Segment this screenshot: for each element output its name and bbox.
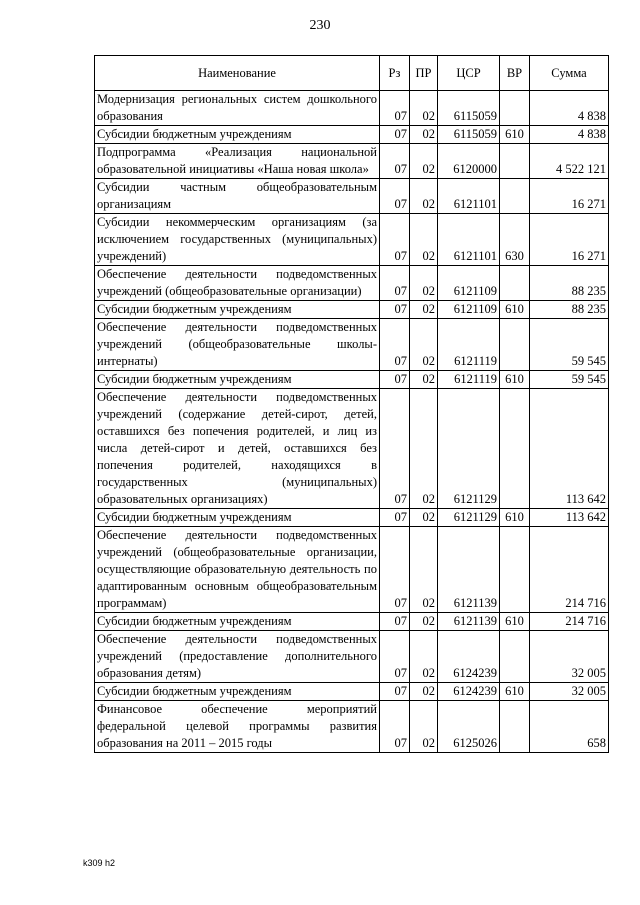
row-rz-cell: 07 <box>380 683 410 701</box>
row-csr-cell: 6121139 <box>438 527 500 613</box>
table-row <box>95 214 609 266</box>
row-sum-cell: 4 838 <box>530 91 609 126</box>
row-sum-cell: 16 271 <box>530 179 609 214</box>
row-vr-cell: 610 <box>500 301 530 319</box>
row-pr-cell: 02 <box>410 683 438 701</box>
row-csr-cell: 6124239 <box>438 631 500 683</box>
row-name-cell: Обеспечение деятельности подведомственных учреждений (общеобразовательные организации) <box>95 266 380 301</box>
row-csr-cell: 6120000 <box>438 144 500 179</box>
row-csr-cell: 6115059 <box>438 126 500 144</box>
row-vr-cell <box>500 91 530 126</box>
header-csr: ЦСР <box>438 56 500 91</box>
row-rz-cell: 07 <box>380 613 410 631</box>
row-rz-cell: 07 <box>380 371 410 389</box>
row-name-cell: Обеспечение деятельности подведомственных учреждений (предоставление дополнительного образования детям) <box>95 631 380 683</box>
row-pr-cell: 02 <box>410 631 438 683</box>
row-pr-cell: 02 <box>410 179 438 214</box>
row-rz-cell: 07 <box>380 126 410 144</box>
row-csr-cell: 6121139 <box>438 613 500 631</box>
row-name-cell: Субсидии частным общеобразовательным организациям <box>95 179 380 214</box>
row-vr-cell: 630 <box>500 214 530 266</box>
row-csr-cell: 6121101 <box>438 214 500 266</box>
page-number: 230 <box>309 18 331 33</box>
table-row <box>95 179 609 214</box>
row-vr-cell <box>500 389 530 509</box>
row-csr-cell: 6121129 <box>438 509 500 527</box>
row-name-cell: Финансовое обеспечение мероприятий федеральной целевой программы развития образования на 2011 – 2015 годы <box>95 701 380 753</box>
row-vr-cell <box>500 527 530 613</box>
row-pr-cell: 02 <box>410 701 438 753</box>
table-row <box>95 301 609 319</box>
row-rz-cell: 07 <box>380 266 410 301</box>
row-pr-cell: 02 <box>410 266 438 301</box>
table-body <box>95 91 609 753</box>
row-name-cell: Обеспечение деятельности подведомственных учреждений (содержание детей-сирот, детей, оставшихся без попечения родителей, и лиц из числа детей-сирот и детей, оставшихся без попечения родителей, находящихся в государственных (муниципальных) образовательных организациях) <box>95 389 380 509</box>
row-pr-cell: 02 <box>410 144 438 179</box>
row-name-cell: Обеспечение деятельности подведомственных учреждений (общеобразовательные организации, осуществляющие образовательную деятельность по адаптированным основным общеобразовательным программам) <box>95 527 380 613</box>
row-csr-cell: 6121119 <box>438 371 500 389</box>
row-rz-cell: 07 <box>380 319 410 371</box>
row-name-cell: Модернизация региональных систем дошкольного образования <box>95 91 380 126</box>
row-vr-cell: 610 <box>500 126 530 144</box>
table-row <box>95 126 609 144</box>
row-pr-cell: 02 <box>410 389 438 509</box>
row-name-cell: Обеспечение деятельности подведомственных учреждений (общеобразовательные школы-интернаты) <box>95 319 380 371</box>
row-sum-cell: 113 642 <box>530 389 609 509</box>
row-name-cell: Субсидии некоммерческим организациям (за исключением государственных (муниципальных) учреждений) <box>95 214 380 266</box>
budget-table <box>94 55 609 753</box>
row-sum-cell: 32 005 <box>530 631 609 683</box>
row-sum-cell: 658 <box>530 701 609 753</box>
row-csr-cell: 6121119 <box>438 319 500 371</box>
row-sum-cell: 113 642 <box>530 509 609 527</box>
row-name-cell: Субсидии бюджетным учреждениям <box>95 371 380 389</box>
row-csr-cell: 6121101 <box>438 179 500 214</box>
row-name-cell: Субсидии бюджетным учреждениям <box>95 683 380 701</box>
row-name-cell: Субсидии бюджетным учреждениям <box>95 126 380 144</box>
table-row <box>95 266 609 301</box>
row-sum-cell: 88 235 <box>530 301 609 319</box>
table-row <box>95 683 609 701</box>
table-row <box>95 144 609 179</box>
row-rz-cell: 07 <box>380 301 410 319</box>
row-sum-cell: 88 235 <box>530 266 609 301</box>
header-pr: ПР <box>410 56 438 91</box>
row-sum-cell: 32 005 <box>530 683 609 701</box>
row-sum-cell: 16 271 <box>530 214 609 266</box>
row-rz-cell: 07 <box>380 179 410 214</box>
table-row <box>95 509 609 527</box>
row-vr-cell: 610 <box>500 683 530 701</box>
row-pr-cell: 02 <box>410 371 438 389</box>
row-csr-cell: 6121109 <box>438 301 500 319</box>
row-sum-cell: 214 716 <box>530 527 609 613</box>
row-rz-cell: 07 <box>380 701 410 753</box>
table-row <box>95 613 609 631</box>
row-rz-cell: 07 <box>380 389 410 509</box>
row-rz-cell: 07 <box>380 527 410 613</box>
row-name-cell: Подпрограмма «Реализация национальной образовательной инициативы «Наша новая школа» <box>95 144 380 179</box>
table-row <box>95 91 609 126</box>
row-sum-cell: 4 522 121 <box>530 144 609 179</box>
row-vr-cell: 610 <box>500 613 530 631</box>
row-csr-cell: 6121109 <box>438 266 500 301</box>
row-pr-cell: 02 <box>410 613 438 631</box>
header-row <box>95 56 609 91</box>
row-pr-cell: 02 <box>410 527 438 613</box>
row-vr-cell: 610 <box>500 371 530 389</box>
row-csr-cell: 6125026 <box>438 701 500 753</box>
row-name-cell: Субсидии бюджетным учреждениям <box>95 613 380 631</box>
row-pr-cell: 02 <box>410 319 438 371</box>
table-row <box>95 319 609 371</box>
row-sum-cell: 214 716 <box>530 613 609 631</box>
row-vr-cell <box>500 144 530 179</box>
row-rz-cell: 07 <box>380 91 410 126</box>
row-sum-cell: 59 545 <box>530 319 609 371</box>
table-row <box>95 527 609 613</box>
row-pr-cell: 02 <box>410 91 438 126</box>
row-name-cell: Субсидии бюджетным учреждениям <box>95 301 380 319</box>
header-vr: ВР <box>500 56 530 91</box>
header-rz: Рз <box>380 56 410 91</box>
row-vr-cell <box>500 179 530 214</box>
row-sum-cell: 4 838 <box>530 126 609 144</box>
row-rz-cell: 07 <box>380 144 410 179</box>
row-csr-cell: 6115059 <box>438 91 500 126</box>
table-row <box>95 701 609 753</box>
row-name-cell: Субсидии бюджетным учреждениям <box>95 509 380 527</box>
table-row <box>95 371 609 389</box>
header-sum: Сумма <box>530 56 609 91</box>
row-vr-cell <box>500 631 530 683</box>
footer-code: k309 h2 <box>83 858 116 868</box>
row-rz-cell: 07 <box>380 214 410 266</box>
row-rz-cell: 07 <box>380 509 410 527</box>
row-sum-cell: 59 545 <box>530 371 609 389</box>
row-vr-cell <box>500 701 530 753</box>
table-header <box>95 56 609 91</box>
table-row <box>95 631 609 683</box>
row-pr-cell: 02 <box>410 509 438 527</box>
row-rz-cell: 07 <box>380 631 410 683</box>
row-pr-cell: 02 <box>410 301 438 319</box>
row-csr-cell: 6124239 <box>438 683 500 701</box>
row-vr-cell: 610 <box>500 509 530 527</box>
row-vr-cell <box>500 319 530 371</box>
row-vr-cell <box>500 266 530 301</box>
table-row <box>95 389 609 509</box>
header-name: Наименование <box>95 56 380 91</box>
row-pr-cell: 02 <box>410 214 438 266</box>
row-csr-cell: 6121129 <box>438 389 500 509</box>
row-pr-cell: 02 <box>410 126 438 144</box>
